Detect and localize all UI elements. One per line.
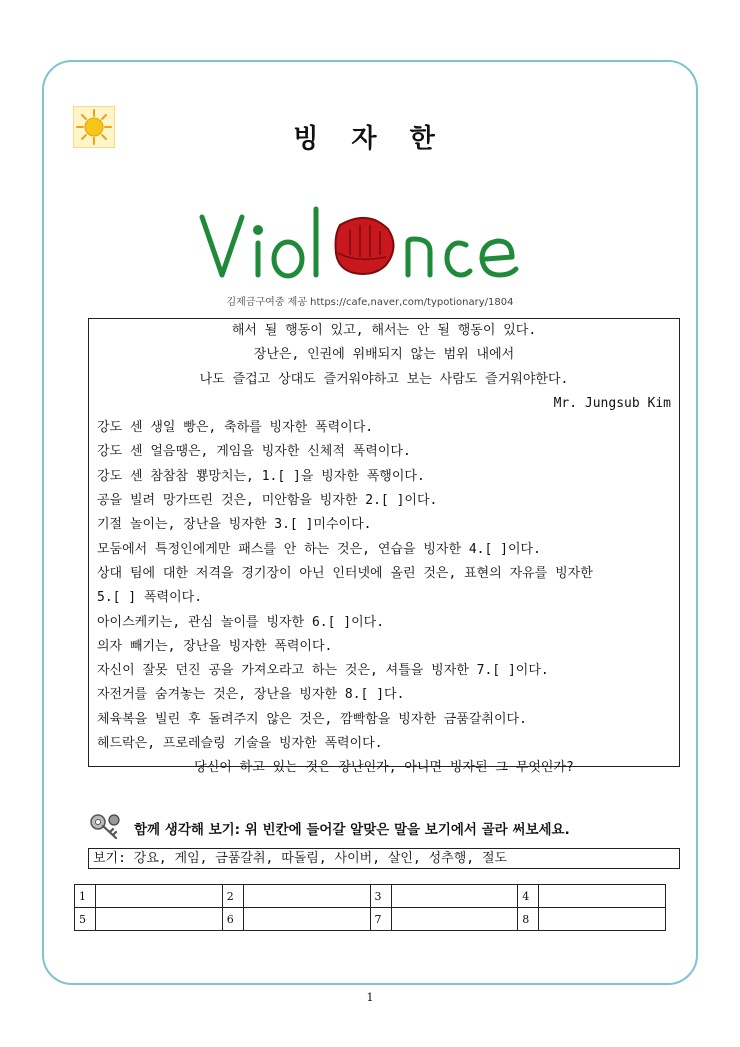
answer-cell[interactable] (391, 908, 518, 931)
answer-number: 5 (75, 908, 96, 931)
violence-logo (190, 195, 550, 290)
passage-line: 아이스케키는, 관심 놀이를 빙자한 6.[ ]이다. (97, 614, 385, 630)
answer-cell[interactable] (391, 885, 518, 908)
answer-number: 4 (518, 885, 539, 908)
passage-line: 모둠에서 특정인에게만 패스를 안 하는 것은, 연습을 빙자한 4.[ ]이다. (97, 541, 541, 557)
passage-line: 공을 빌려 망가뜨린 것은, 미안함을 빙자한 2.[ ]이다. (97, 493, 438, 509)
passage-line: 체육복을 빌린 후 돌려주지 않은 것은, 깜빡함을 빙자한 금품갈취이다. (97, 711, 527, 727)
boxing-glove-icon (336, 218, 394, 274)
passage-line: 의자 빼기는, 장난을 빙자한 폭력이다. (97, 638, 333, 654)
answer-number: 1 (75, 885, 96, 908)
passage-line: 기절 놀이는, 장난을 빙자한 3.[ ]미수이다. (97, 517, 372, 533)
closing-line: 당신이 하고 있는 것은 장난인가, 아니면 빙자된 그 무엇인가? (194, 760, 574, 776)
word-bank: 보기: 강요, 게임, 금품갈취, 따돌림, 사이버, 살인, 성추행, 절도 (88, 848, 680, 869)
answer-cell[interactable] (243, 885, 370, 908)
table-row (75, 908, 666, 931)
intro-line: 장난은, 인권에 위배되지 않는 범위 내에서 (253, 347, 515, 363)
page-title: 빙 자 한 (293, 124, 447, 154)
answer-number: 7 (370, 908, 391, 931)
passage-line: 5.[ ] 폭력이다. (97, 590, 203, 606)
answer-cell[interactable] (243, 908, 370, 931)
answer-cell[interactable] (96, 885, 223, 908)
credit-line: 김제금구여중 제공 https://cafe,naver,com/typotionary/1804 (226, 297, 514, 308)
answer-cell[interactable] (539, 908, 666, 931)
passage-line: 헤드락은, 프로레슬링 기술을 빙자한 폭력이다. (97, 736, 383, 752)
passage-line: 자신이 잘못 던진 공을 가져오라고 하는 것은, 셔틀을 빙자한 7.[ ]이다. (97, 663, 549, 679)
question-text: 함께 생각해 보기: 위 빈칸에 들어갈 알맞은 말을 보기에서 골라 써보세요. (134, 822, 570, 838)
passage-line: 자전거를 숨겨놓는 것은, 장난을 빙자한 8.[ ]다. (97, 687, 405, 703)
answer-number: 2 (222, 885, 243, 908)
table-row (75, 885, 666, 908)
page-number: 1 (366, 991, 374, 1004)
intro-line: 해서 될 행동이 있고, 해서는 안 될 행동이 있다. (231, 323, 537, 338)
answer-cell[interactable] (539, 885, 666, 908)
passage-line: 상대 팀에 대한 저격을 경기장이 아닌 인터넷에 올린 것은, 표현의 자유를 빙자한 (97, 565, 593, 581)
author: Mr. Jungsub Kim (553, 395, 671, 411)
keys-icon (88, 812, 126, 842)
passage-line: 강도 센 얼음땡은, 게임을 빙자한 신체적 폭력이다. (97, 444, 411, 460)
passage-line: 강도 센 참참참 뿅망치는, 1.[ ]을 빙자한 폭행이다. (97, 468, 425, 484)
question-row (88, 812, 688, 842)
passage-line: 강도 센 생일 빵은, 축하를 빙자한 폭력이다. (97, 420, 374, 436)
answer-number: 3 (370, 885, 391, 908)
passage-box (88, 318, 680, 776)
intro-line: 나도 즐겁고 상대도 즐거워야하고 보는 사람도 즐거워야한다. (199, 371, 569, 387)
answer-cell[interactable] (96, 908, 223, 931)
answer-table (74, 884, 666, 931)
answer-number: 6 (222, 908, 243, 931)
answer-number: 8 (518, 908, 539, 931)
